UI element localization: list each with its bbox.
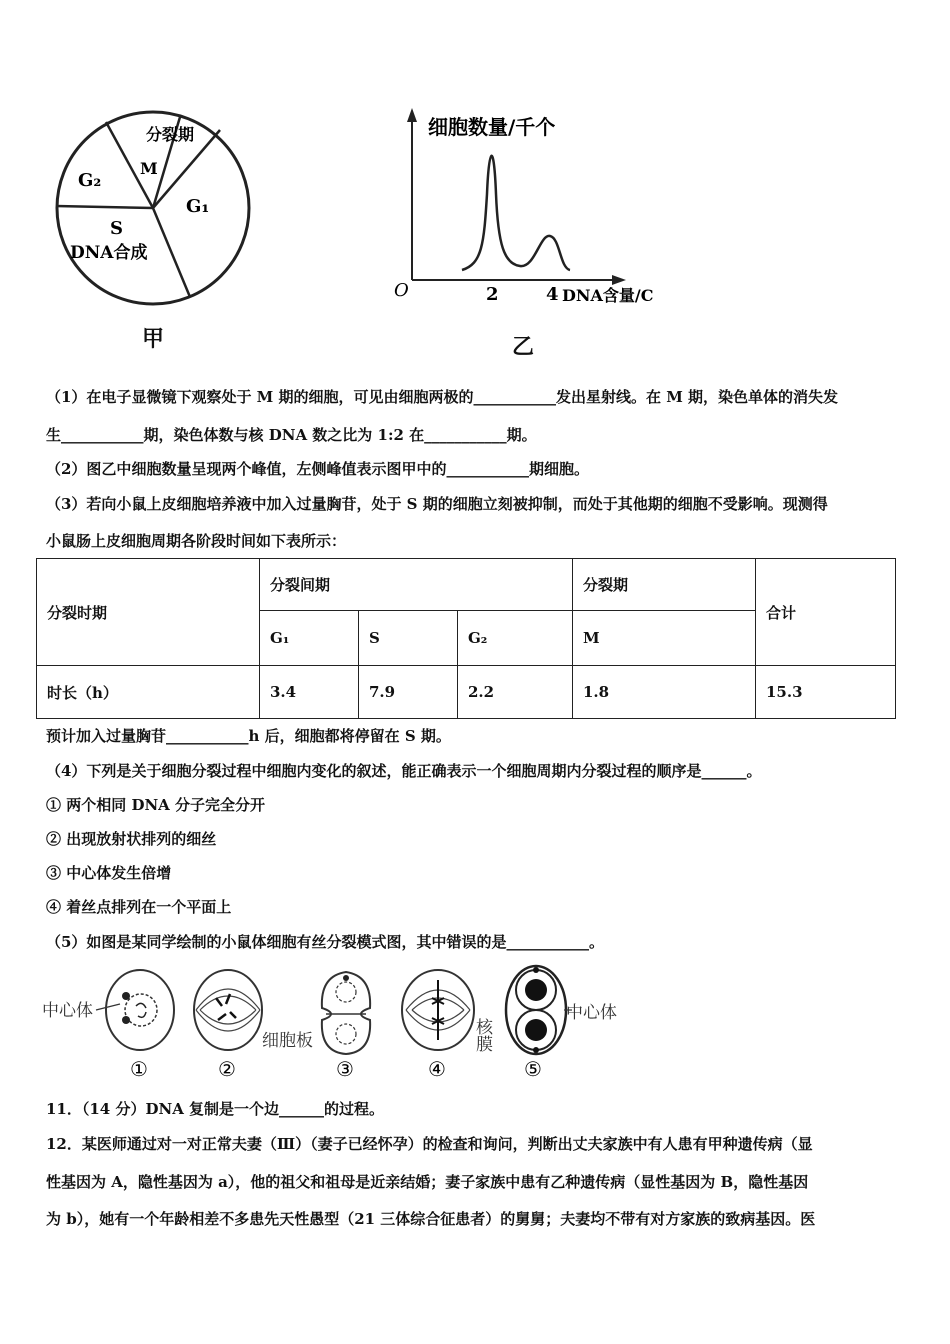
pie-label-g2: G₂ bbox=[78, 170, 102, 191]
table-cell-g1: 3.4 bbox=[260, 666, 359, 719]
cell-5 bbox=[506, 966, 572, 1054]
table-header-total: 合计 bbox=[756, 559, 896, 666]
pie-label-m: M bbox=[140, 159, 158, 178]
y-axis-label: 细胞数量/千个 bbox=[428, 115, 556, 139]
q3-line2: 小鼠肠上皮细胞周期各阶段时间如下表所示： bbox=[46, 532, 347, 550]
pie-label-g1: G₁ bbox=[186, 196, 210, 217]
q5-line1: （5）如图是某同学绘制的小鼠体细胞有丝分裂模式图，其中错误的是___________。 bbox=[46, 933, 604, 951]
x-axis-arrow bbox=[612, 275, 626, 285]
q12-line3: 为 b），她有一个年龄相差不多患先天性愚型（21 三体综合征患者）的舅舅；夫妻均不带有对方家族的致病基因。医 bbox=[46, 1210, 816, 1228]
cell-cycle-pie-figure bbox=[40, 100, 270, 320]
figure-jia-caption: 甲 bbox=[142, 326, 165, 352]
table-header-interphase: 分裂间期 bbox=[260, 559, 573, 611]
q2-line1: （2）图乙中细胞数量呈现两个峰值，左侧峰值表示图甲中的___________期细胞。 bbox=[46, 460, 589, 478]
histogram-curve bbox=[462, 156, 570, 270]
dna-content-histogram bbox=[390, 104, 710, 304]
q4-option-3: ③ 中心体发生倍增 bbox=[46, 864, 172, 882]
diagram-number-3: ③ bbox=[336, 1057, 354, 1081]
diagram-number-5: ⑤ bbox=[524, 1057, 542, 1081]
table-header-g2: G₂ bbox=[458, 611, 573, 666]
q1-line1: （1）在电子显微镜下观察处于 M 期的细胞，可见由细胞两极的___________发出星射线。在 M 期，染色单体的消失发 bbox=[46, 388, 839, 406]
label-cell-plate: 细胞板 bbox=[262, 1031, 313, 1051]
table-header-s: S bbox=[359, 611, 458, 666]
y-axis-arrow bbox=[407, 108, 417, 122]
label-centrosome-left: 中心体 bbox=[42, 1001, 93, 1021]
table-cell-total: 15.3 bbox=[756, 666, 896, 719]
pie-label-s: S bbox=[110, 218, 123, 239]
table-row-duration-label: 时长（h） bbox=[37, 666, 260, 719]
figure-yi-caption: 乙 bbox=[512, 334, 535, 360]
diagram-number-1: ① bbox=[130, 1057, 148, 1081]
table-cell-s: 7.9 bbox=[359, 666, 458, 719]
origin-label: O bbox=[394, 280, 409, 301]
q3-line1: （3）若向小鼠上皮细胞培养液中加入过量胸苷，处于 S 期的细胞立刻被抑制，而处于其他期的细胞不受影响。现测得 bbox=[46, 495, 828, 513]
x-axis-label: DNA含量/C bbox=[562, 286, 654, 304]
q1-line2: 生___________期，染色体数与核 DNA 数之比为 1:2 在___________期。 bbox=[46, 426, 537, 444]
mitosis-diagram bbox=[40, 958, 640, 1082]
diagram-number-2: ② bbox=[218, 1057, 236, 1081]
pie-label-dna-synthesis: DNA合成 bbox=[70, 243, 148, 263]
cell-2 bbox=[194, 970, 262, 1050]
x-tick-2: 2 bbox=[486, 284, 499, 304]
q4-option-4: ④ 着丝点排列在一个平面上 bbox=[46, 898, 232, 916]
table-header-m: M bbox=[573, 611, 756, 666]
pie-divider-s-g1 bbox=[153, 208, 190, 297]
pie-divider-g2-s bbox=[56, 206, 153, 208]
table-header-g1: G₁ bbox=[260, 611, 359, 666]
q12-line2: 性基因为 A，隐性基因为 a），他的祖父和祖母是近亲结婚；妻子家族中患有乙种遗传病（显性基因为 B，隐性基因 bbox=[46, 1173, 809, 1191]
cell-3 bbox=[322, 972, 370, 1054]
q4-option-2: ② 出现放射状排列的细丝 bbox=[46, 830, 217, 848]
x-tick-4: 4 bbox=[546, 284, 559, 304]
table-cell-m: 1.8 bbox=[573, 666, 756, 719]
q3-after-table: 预计加入过量胸苷___________h 后，细胞都将停留在 S 期。 bbox=[46, 727, 451, 745]
pie-label-split: 分裂期 bbox=[146, 125, 195, 144]
label-centrosome-right: 中心体 bbox=[566, 1003, 617, 1023]
label-nuclear-membrane: 核膜 bbox=[472, 1018, 492, 1052]
cell-4 bbox=[402, 970, 474, 1050]
table-cell-g2: 2.2 bbox=[458, 666, 573, 719]
q4-line1: （4）下列是关于细胞分裂过程中细胞内变化的叙述，能正确表示一个细胞周期内分裂过程的顺序是______。 bbox=[46, 762, 762, 780]
diagram-number-4: ④ bbox=[428, 1057, 446, 1081]
q12-line1: 12．某医师通过对一对正常夫妻（Ⅲ）（妻子已经怀孕）的检查和询问，判断出丈夫家族中有人患有甲种遗传病（显 bbox=[46, 1135, 813, 1153]
table-header-phase: 分裂时期 bbox=[37, 559, 260, 666]
q4-option-1: ① 两个相同 DNA 分子完全分开 bbox=[46, 796, 266, 814]
table-header-mitosis: 分裂期 bbox=[573, 559, 756, 611]
cell-cycle-table bbox=[36, 558, 896, 719]
q11-line1: 11．（14 分）DNA 复制是一个边______的过程。 bbox=[46, 1100, 385, 1118]
cell-1 bbox=[96, 970, 174, 1050]
